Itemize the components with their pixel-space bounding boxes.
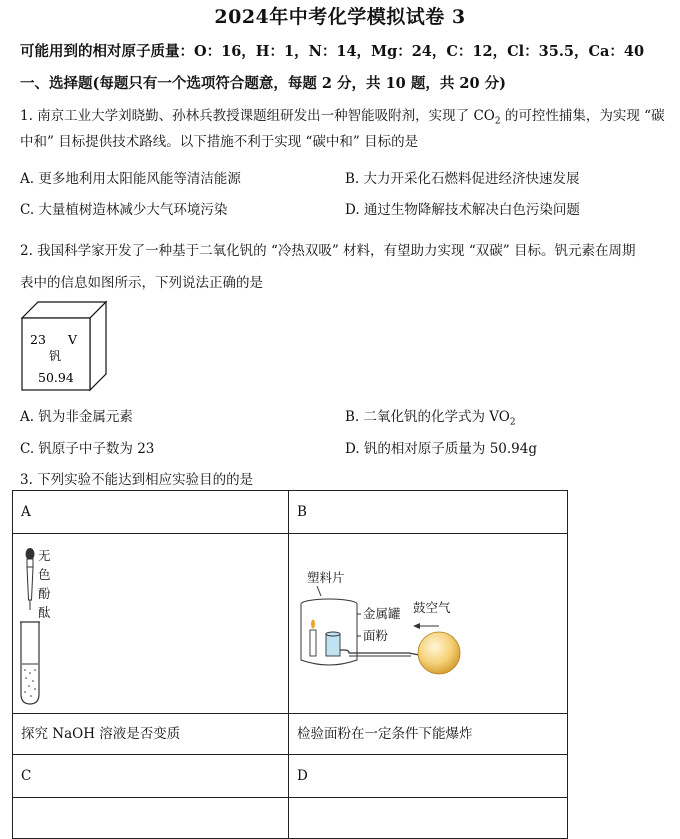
- q2-option-b: B. 二氧化钒的化学式为 $VO_2$: [345, 409, 516, 428]
- q2-option-c: C. 钒原子中子数为 23: [20, 441, 155, 457]
- q3-cell-b-label: B: [289, 491, 568, 534]
- q3-options-table: [12, 490, 568, 839]
- lid-label: 塑料片: [307, 570, 345, 585]
- q1-option-c: C. 大量植树造林减少大气环境污染: [20, 202, 228, 218]
- candle-flame: [311, 620, 315, 629]
- element-number: 23: [30, 332, 46, 347]
- q3-stem: 3. 下列实验不能达到相应实验目的的是: [20, 472, 254, 488]
- q2-stem-line1: 2. 我国科学家开发了一种基于二氧化钒的 “冷热双吸” 材料，有望助力实现 “双碳” 目标。钒元素在周期: [20, 243, 636, 259]
- reagent-char-1: 无: [38, 548, 51, 563]
- element-mass: 50.94: [38, 370, 74, 385]
- element-symbol: V: [68, 332, 78, 347]
- q2-option-a: A. 钒为非金属元素: [20, 409, 133, 425]
- q3-figure-b-cell: [289, 534, 568, 714]
- vanadium-element-card: [18, 298, 110, 394]
- candle: [310, 630, 316, 656]
- reagent-char-4: 酞: [38, 605, 51, 620]
- element-name: 钒: [49, 349, 62, 363]
- q1-stem-line2: 中和” 目标提供技术路线。以下措施不利于实现 “碳中和” 目标的是: [20, 134, 419, 150]
- section-heading: 一、选择题(每题只有一个选项符合题意，每题 2 分，共 10 题，共 20 分): [20, 75, 506, 92]
- q3-cell-d-label: D: [289, 755, 568, 798]
- q3-cell-b-caption: 检验面粉在一定条件下能爆炸: [289, 714, 568, 755]
- q3-cell-c-label: C: [13, 755, 289, 798]
- reagent-char-2: 色: [38, 567, 51, 582]
- air-label: 鼓空气: [413, 600, 451, 615]
- powder-label: 面粉: [363, 628, 389, 643]
- q1-option-d: D. 通过生物降解技术解决白色污染问题: [345, 202, 580, 218]
- flour-cup: [326, 634, 340, 656]
- dropper-bulb: [26, 548, 35, 560]
- atomic-masses: 可能用到的相对原子质量：O：16，H：1，N：14，Mg：24，C：12，Cl：35.5，Ca：40: [20, 43, 645, 60]
- q3-cell-a-label: A: [13, 491, 289, 534]
- q2-stem-line2: 表中的信息如图所示，下列说法正确的是: [20, 275, 263, 291]
- q3-cell-a-caption: 探究 NaOH 溶液是否变质: [13, 714, 289, 755]
- dropper-tube: [27, 567, 33, 600]
- q3-cell-d-figure: [289, 798, 568, 839]
- can-label: 金属罐: [363, 606, 401, 621]
- q2-option-d: D. 钒的相对原子质量为 50.94g: [345, 441, 538, 457]
- reagent-char-3: 酚: [38, 586, 51, 601]
- q3-figure-a-cell: [13, 534, 289, 714]
- phenolphthalein-dropper-figure: [13, 534, 283, 709]
- flour-explosion-figure: [289, 534, 567, 709]
- test-tube: [21, 622, 39, 704]
- page-title: 2024年中考化学模拟试卷 3: [214, 6, 466, 28]
- q1-option-a: A. 更多地利用太阳能风能等清洁能源: [20, 171, 241, 187]
- q1-stem-line1: 1. 南京工业大学刘晓勤、孙林兵教授课题组研发出一种智能吸附剂，实现了 $CO_2$ 的可控性捕集，为实现 “碳: [20, 108, 665, 127]
- rubber-bulb: [418, 632, 460, 674]
- q1-option-b: B. 大力开采化石燃料促进经济快速发展: [345, 171, 580, 187]
- q3-cell-c-figure: [13, 798, 289, 839]
